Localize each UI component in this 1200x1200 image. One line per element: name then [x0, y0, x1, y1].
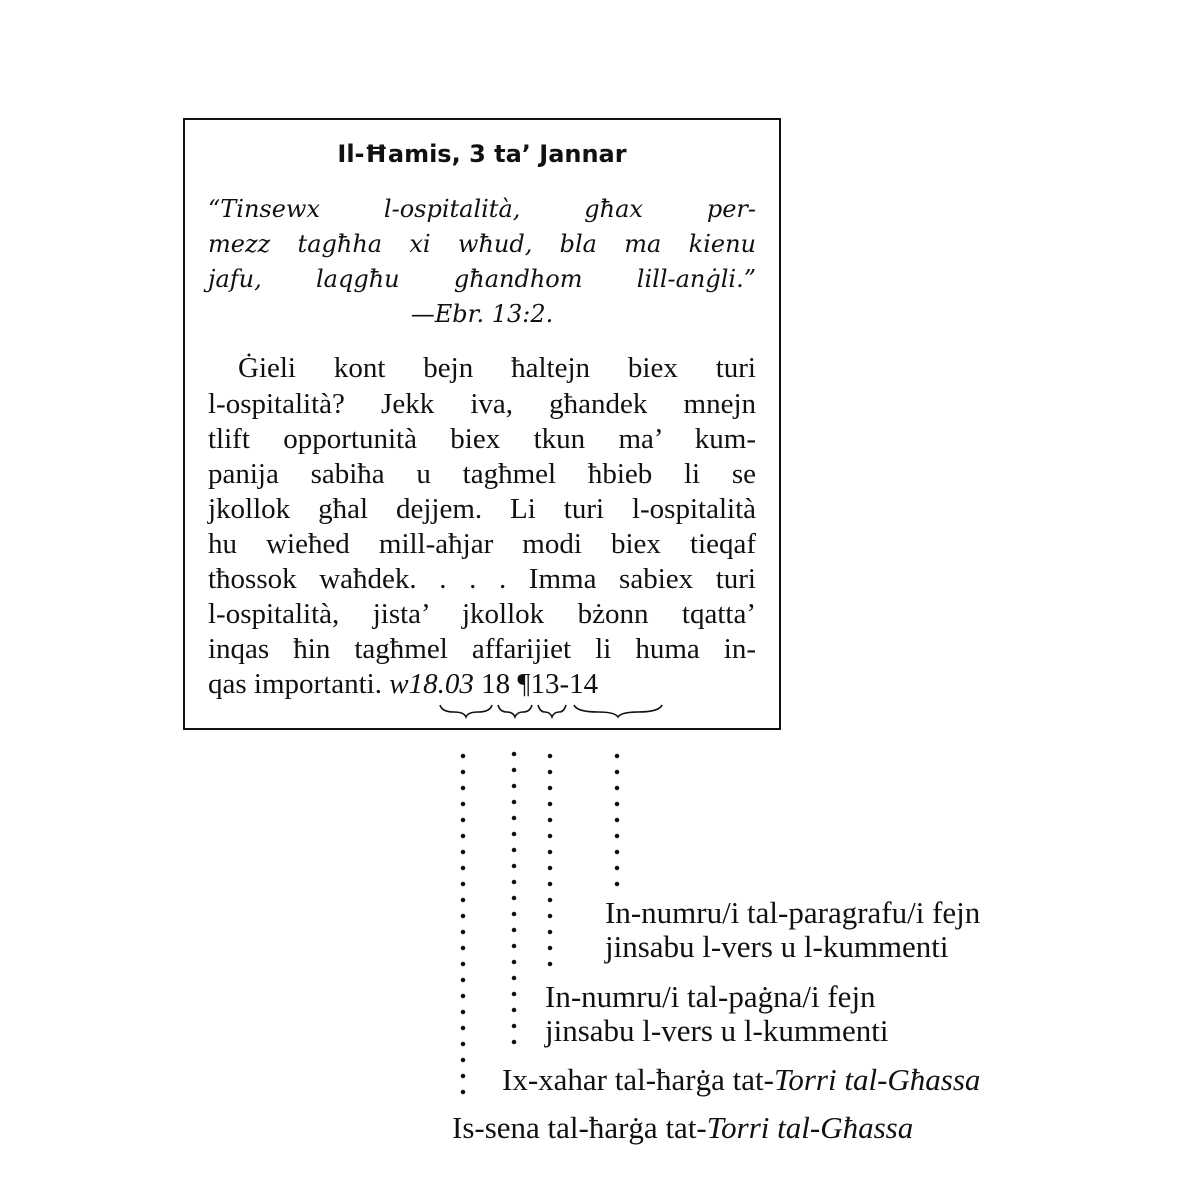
quote-line: “Tinsewx l-ospitalità, għax per- — [208, 195, 756, 223]
body-last-text: qas importanti. — [208, 668, 382, 700]
ref-page: 18 — [481, 668, 511, 700]
body-line: tlift opportunità biex tkun ma’ kum- — [208, 423, 756, 455]
page-label — [545, 980, 889, 1048]
body-last-line — [208, 668, 756, 701]
brace-month — [497, 703, 533, 719]
body-line: hu wieħed mill-aħjar modi biex tieqaf — [208, 528, 756, 560]
page-label-line: jinsabu l-vers u l-kummenti — [545, 1013, 889, 1048]
page-label-line: In-numru/i tal-paġna/i fejn — [545, 979, 876, 1014]
brace-publication — [439, 703, 493, 719]
body-line: Ġieli kont bejn ħaltejn biex turi — [238, 352, 756, 384]
ref-paragraphs: ¶13-14 — [517, 668, 599, 700]
dotted-leader-page — [547, 748, 553, 970]
brace-paragraphs — [573, 703, 663, 719]
month-label-text: Ix-xahar tal-ħarġa tat- — [502, 1062, 774, 1097]
ref-publication: w18.03 — [389, 668, 474, 700]
body-line: inqas ħin tagħmel affarijiet li huma in- — [208, 633, 756, 665]
quote-line: jafu, laqgħu għandhom lill-anġli.” — [208, 265, 756, 293]
body-line: jkollok għal dejjem. Li turi l-ospitalità — [208, 493, 756, 525]
body-line: l-ospitalità, jista’ jkollok bżonn tqatta’ — [208, 598, 756, 630]
date-heading: Il-Ħamis, 3 ta’ Jannar — [337, 140, 627, 168]
month-label — [502, 1063, 980, 1097]
dotted-leader-month — [511, 746, 517, 1052]
brace-page — [537, 703, 567, 719]
year-label-text: Is-sena tal-ħarġa tat- — [452, 1110, 707, 1145]
paragraph-label — [605, 896, 980, 964]
scripture-citation: —Ebr. 13:2. — [410, 300, 554, 328]
month-label-title: Torri tal-Għassa — [773, 1062, 981, 1097]
body-line: l-ospitalità? Jekk iva, għandek mnejn — [208, 388, 756, 420]
quote-line: mezz tagħha xi wħud, bla ma kienu — [208, 230, 756, 258]
paragraph-label-line: In-numru/i tal-paragrafu/i fejn — [605, 895, 981, 930]
year-label-title: Torri tal-Għassa — [706, 1110, 914, 1145]
paragraph-label-line: jinsabu l-vers u l-kummenti — [605, 929, 949, 964]
year-label — [452, 1111, 913, 1145]
dotted-leader-year — [460, 748, 466, 1100]
dotted-leader-paragraph — [614, 748, 620, 890]
body-line: panija sabiħa u tagħmel ħbieb li se — [208, 458, 756, 490]
body-line: tħossok waħdek. . . . Imma sabiex turi — [208, 563, 756, 595]
